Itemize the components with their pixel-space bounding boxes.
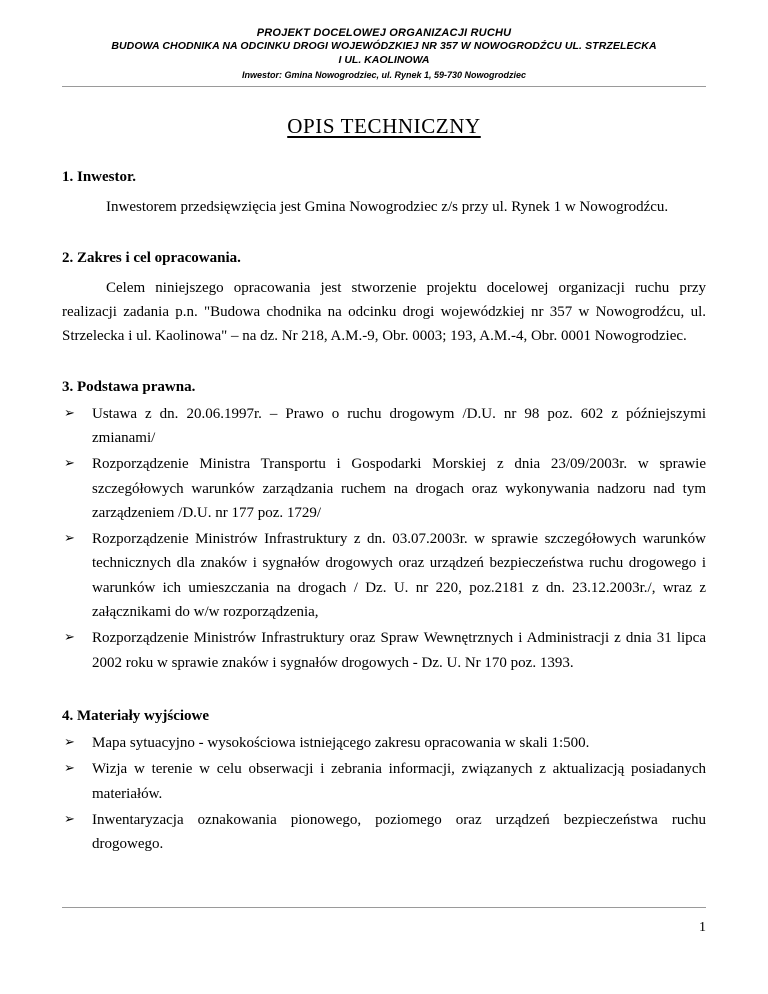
header-line-1: PROJEKT DOCELOWEJ ORGANIZACJI RUCHU [256, 27, 512, 39]
page-number: 1 [699, 920, 706, 935]
page-title: OPIS TECHNICZNY [287, 114, 481, 139]
bullet-arrow-icon: ➢ [64, 455, 75, 471]
list-item-text: Mapa sytuacyjno - wysokościowa istniejącego zakresu opracowania w skali 1:500. [92, 734, 590, 751]
section-4-list [62, 731, 706, 856]
header-divider [62, 86, 706, 87]
section-heading-1: 1. Inwestor. [62, 169, 137, 186]
header-line-2: BUDOWA CHODNIKA NA ODCINKU DROGI WOJEWÓDZKIEJ NR 357 W NOWOGRODŹCU UL. STRZELECKA [111, 40, 657, 53]
bullet-arrow-icon: ➢ [64, 404, 75, 420]
list-item-text: Ustawa z dn. 20.06.1997r. – Prawo o ruchu drogowym /D.U. nr 98 poz. 602 z późniejszymi zmianami/ [92, 405, 706, 446]
section-2-paragraph: Celem niniejszego opracowania jest stworzenie projektu docelowej organizacji ruchu przy realizacji zadania p.n. "Budowa chodnika na odcinku drogi wojewódzkiej nr 357 w Nowogrodźcu, ul. Strzelecka i ul. Kaolinowa" – na dz. Nr 218, A.M.-9, Obr. 0003; 193, A.M.-4, Obr. 0001 Nowogrodziec. [62, 279, 706, 345]
bullet-arrow-icon: ➢ [64, 810, 75, 826]
document-header [62, 26, 706, 81]
list-item-text: Rozporządzenie Ministrów Infrastruktury z dn. 03.07.2003r. w sprawie szczegółowych warunków technicznych dla znaków i sygnałów drogowych oraz urządzeń bezpieczeństwa ruchu drogowego i warunków ich umieszczania na drogach / Dz. U. nr 220, poz.2181 z dn. 23.12.2003r./, wraz z załącznikami do w/w rozporządzenia, [92, 531, 706, 621]
list-item [62, 527, 706, 624]
section-1-paragraph: Inwestorem przedsięwzięcia jest Gmina Nowogrodziec z/s przy ul. Rynek 1 w Nowogrodźcu. [106, 199, 669, 216]
section-heading-4: 4. Materiały wyjściowe [62, 707, 210, 724]
section-heading-2: 2. Zakres i cel opracowania. [62, 249, 241, 266]
list-item-text: Wizja w terenie w celu obserwacji i zebrania informacji, związanych z aktualizacją posiadanych materiałów. [92, 761, 706, 802]
bullet-arrow-icon: ➢ [64, 629, 75, 645]
list-item-text: Rozporządzenie Ministra Transportu i Gospodarki Morskiej z dnia 23/09/2003r. w sprawie szczegółowych warunków zarządzania ruchem na drogach oraz wykonywania nadzoru nad tym zarządzeniem /D.U. nr 177 poz. 1729/ [92, 456, 706, 521]
list-item [62, 626, 706, 675]
bullet-arrow-icon: ➢ [64, 733, 75, 749]
footer-divider [62, 907, 706, 908]
section-3-list [62, 402, 706, 675]
list-item [62, 731, 706, 755]
header-investor-line: Inwestor: Gmina Nowogrodziec, ul. Rynek 1, 59-730 Nowogrodziec [241, 69, 527, 80]
list-item [62, 402, 706, 451]
header-line-3: I UL. KAOLINOWA [338, 53, 430, 66]
bullet-arrow-icon: ➢ [64, 760, 75, 776]
list-item [62, 808, 706, 857]
list-item-text: Inwentaryzacja oznakowania pionowego, poziomego oraz urządzeń bezpieczeństwa ruchu drogowego. [92, 811, 706, 853]
list-item [62, 757, 706, 806]
bullet-arrow-icon: ➢ [64, 530, 75, 546]
section-heading-3: 3. Podstawa prawna. [62, 378, 196, 395]
list-item [62, 452, 706, 525]
list-item-text: Rozporządzenie Ministrów Infrastruktury oraz Spraw Wewnętrznych i Administracji z dnia 31 lipca 2002 roku w sprawie znaków i sygnałów drogowych - Dz. U. Nr 170 poz. 1393. [92, 630, 706, 671]
